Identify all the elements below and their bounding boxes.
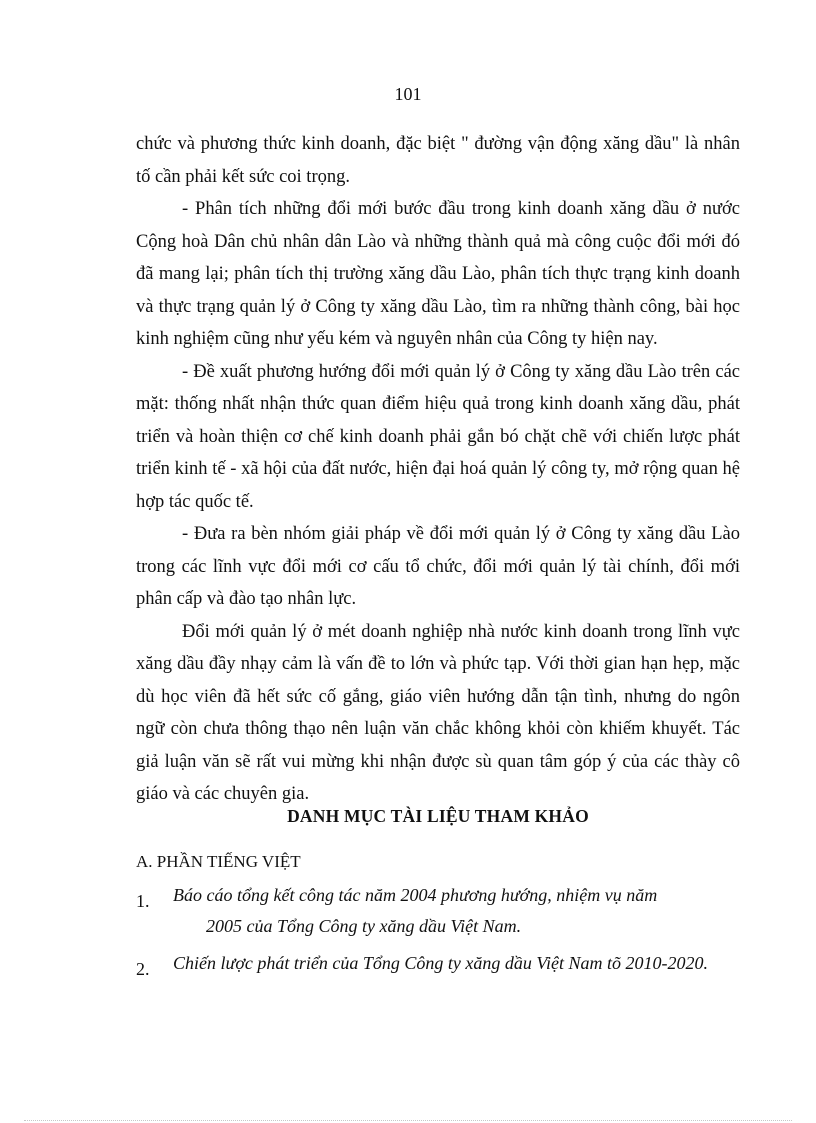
body-text [136, 128, 740, 811]
page-number: 101 [394, 84, 422, 104]
paragraph: - Đề xuất phương hướng đổi mới quản lý ở Công ty xăng dầu Lào trên các mặt: thống nhất nhận thức quan điểm hiệu quả trong kinh doanh xăng dầu, phát triển và hoàn thiện cơ chế kinh doanh phải gắn bó chặt chẽ với chiến lược phát triển kinh tế - xã hội của đất nước, hiện đại hoá quản lý công ty, mở rộng quan hệ hợp tác quốc tế. [136, 361, 740, 512]
reference-text [136, 948, 740, 979]
reference-line: 2005 của Tổng Công ty xăng dầu Việt Nam. [206, 916, 522, 936]
paragraph: chức và phương thức kinh doanh, đặc biệt " đường vận động xăng dầu" là nhân tố cần phải kết sức coi trọng. [136, 134, 740, 187]
reference-list [136, 880, 740, 979]
footer-divider [24, 1120, 792, 1121]
paragraph: - Đưa ra bèn nhóm giải pháp về đổi mới quản lý ở Công ty xăng dầu Lào trong các lĩnh vực đổi mới cơ cấu tổ chức, đổi mới quản lý tài chính, đổi mới phân cấp và đào tạo nhân lực. [136, 524, 740, 609]
references-heading: DANH MỤC TÀI LIỆU THAM KHẢO [287, 806, 589, 826]
reference-line: Báo cáo tổng kết công tác năm 2004 phương hướng, nhiệm vụ năm [173, 885, 658, 905]
reference-item [136, 880, 740, 942]
reference-line: Chiến lược phát triển của Tổng Công ty xăng dầu Việt Nam tõ 2010-2020. [173, 953, 709, 973]
reference-number: 2. [136, 959, 150, 979]
paragraph: - Phân tích những đổi mới bước đầu trong kinh doanh xăng dầu ở nước Cộng hoà Dân chủ nhân dân Lào và những thành quả mà công cuộc đổi mới đó đã mang lại; phân tích thị trường xăng dầu Lào, phân tích thực trạng kinh doanh và thực trạng quản lý ở Công ty xăng dầu Lào, tìm ra những thành công, bài học kinh nghiệm cũng như yếu kém và nguyên nhân của Công ty hiện nay. [136, 199, 740, 349]
reference-item [136, 948, 740, 979]
reference-number: 1. [136, 891, 150, 911]
paragraph: Đổi mới quản lý ở mét doanh nghiệp nhà nước kinh doanh trong lĩnh vực xăng dầu đầy nhạy cảm là vấn đề to lớn và phức tạp. Với thời gian hạn hẹp, mặc dù học viên đã hết sức cố gắng, giáo viên hướng dẫn tận tình, nhưng do ngôn ngữ còn chưa thông thạo nên luận văn chắc không khỏi còn khiếm khuyết. Tác giả luận văn sẽ rất vui mừng khi nhận được sù quan tâm góp ý của các thày cô giáo và các chuyên gia. [136, 621, 740, 804]
section-a-heading: A. PHẦN TIẾNG VIỆT [136, 852, 301, 871]
reference-text [136, 880, 740, 942]
